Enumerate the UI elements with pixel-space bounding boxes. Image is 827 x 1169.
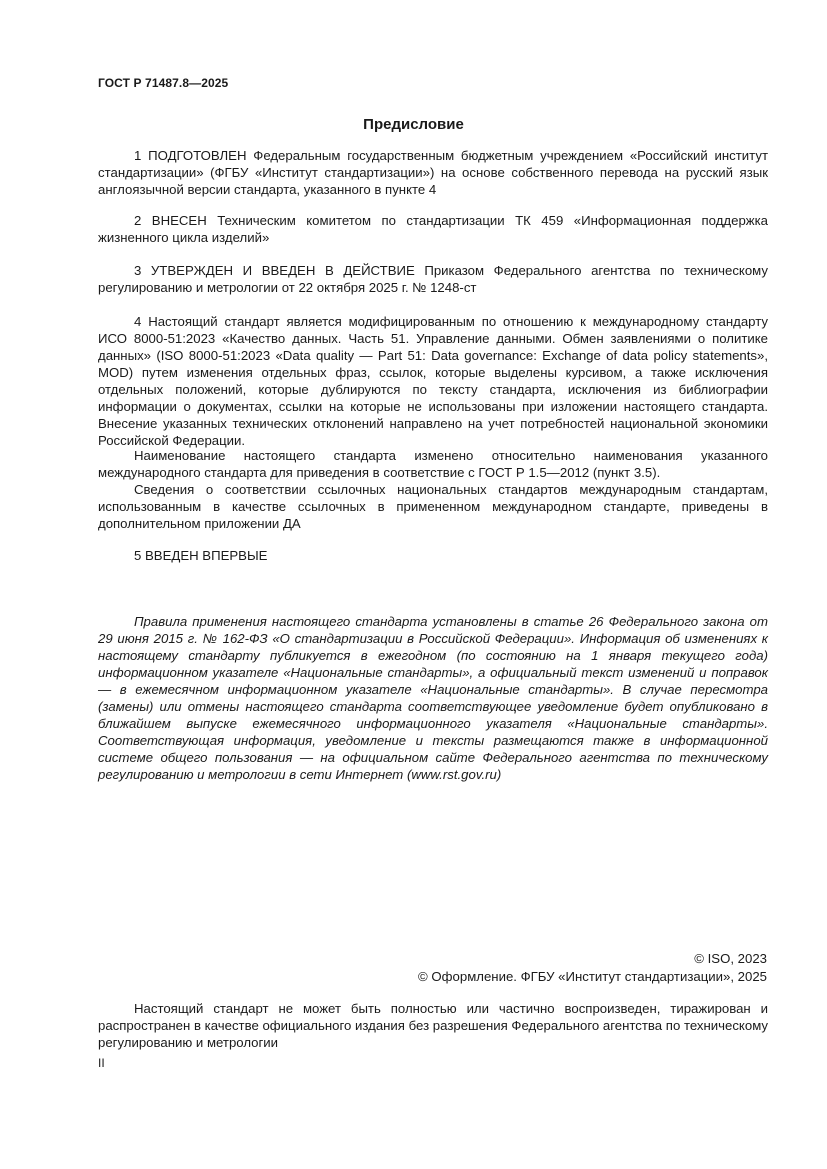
page-title: Предисловие bbox=[363, 116, 464, 133]
paragraph-reference-info: Сведения о соответствии ссылочных национальных стандартов международным стандартам, использованным в качестве ссылочных в примененном международном стандарте, приведены в дополнительном приложении ДА bbox=[98, 482, 768, 531]
paragraph-first-introduced: 5 ВВЕДЕН ВПЕРВЫЕ bbox=[134, 548, 268, 563]
paragraph-name-change: Наименование настоящего стандарта изменено относительно наименования указанного международного стандарта для приведения в соответствие с ГОСТ Р 1.5—2012 (пункт 3.5). bbox=[98, 448, 768, 480]
copyright-design: © Оформление. ФГБУ «Институт стандартизации», 2025 bbox=[418, 969, 767, 984]
paragraph-prepared-by: 1 ПОДГОТОВЛЕН Федеральным государственным бюджетным учреждением «Российский институт стандартизации» (ФГБУ «Институт стандартизации») на основе собственного перевода на русский язык англоязычной версии стандарта, указанного в пункте 4 bbox=[98, 148, 768, 197]
copyright-iso: © ISO, 2023 bbox=[694, 951, 767, 966]
rules-notice: Правила применения настоящего стандарта установлены в статье 26 Федерального закона от 29 июня 2015 г. № 162-ФЗ «О стандартизации в Российской Федерации». Информация об изменениях к настоящему стандарту публикуется в ежегодном (по состоянию на 1 января текущего года) информационном указателе «Национальные стандарты», а официальный текст изменений и поправок — в ежемесячном информационном указателе «Национальные стандарты». В случае пересмотра (замены) или отмены настоящего стандарта соответствующее уведомление будет опубликовано в ближайшем выпуске ежемесячного информационного указателя «Национальные стандарты». Соответствующая информация, уведомление и тексты размещаются также в информационной системе общего пользования — на официальном сайте Федерального агентства по техническому регулированию и метрологии в сети Интернет (www.rst.gov.ru) bbox=[98, 614, 768, 782]
reproduction-notice: Настоящий стандарт не может быть полностью или частично воспроизведен, тиражирован и распространен в качестве официального издания без разрешения Федерального агентства по техническому регулированию и метрологии bbox=[98, 1001, 768, 1050]
page-number: II bbox=[98, 1056, 105, 1070]
paragraph-modification: 4 Настоящий стандарт является модифицированным по отношению к международному стандарту ИСО 8000-51:2023 «Качество данных. Часть 51. Управление данными. Обмен заявлениями о политике данных» (ISO 8000-51:2023 «Data quality — Part 51: Data governance: Exchange of data policy statements», MOD) путем изменения отдельных фраз, ссылок, которые выделены курсивом, а также исключения отдельных положений, которые дублируются по тексту стандарта, исключения из библиографии информации о документах, ссылки на которые не использованы при изложении настоящего стандарта. Внесение указанных технических отклонений направлено на учет потребностей национальной экономики Российской Федерации. bbox=[98, 314, 768, 448]
paragraph-introduced-by: 2 ВНЕСЕН Техническим комитетом по стандартизации ТК 459 «Информационная поддержка жизненного цикла изделий» bbox=[98, 213, 768, 245]
document-code-header: ГОСТ Р 71487.8—2025 bbox=[98, 76, 229, 90]
paragraph-approved: 3 УТВЕРЖДЕН И ВВЕДЕН В ДЕЙСТВИЕ Приказом Федерального агентства по техническому регулированию и метрологии от 22 октября 2025 г. № 1248-ст bbox=[98, 263, 768, 295]
